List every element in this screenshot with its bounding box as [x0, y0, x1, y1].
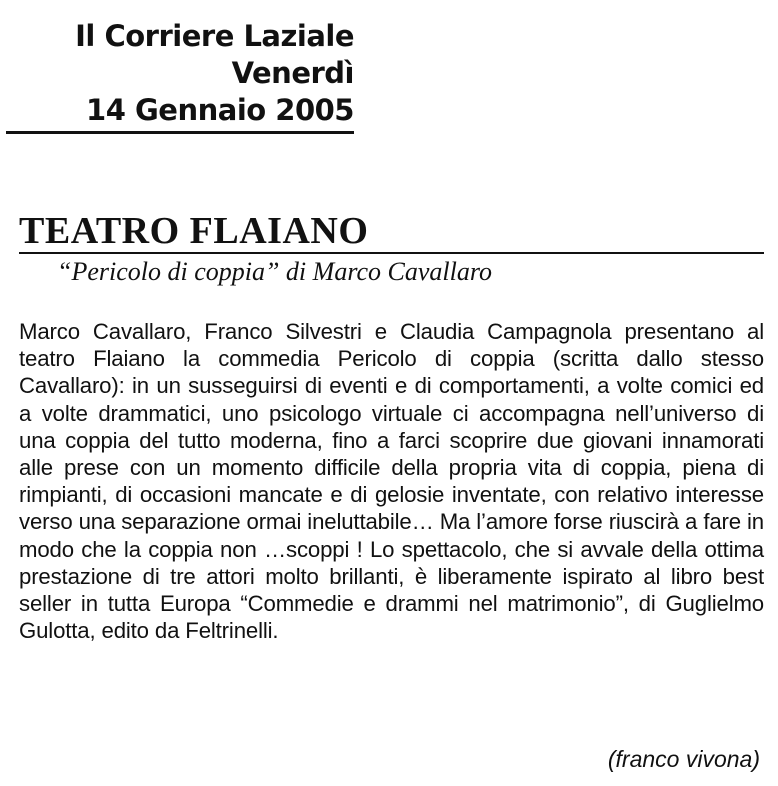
masthead-divider: [6, 131, 354, 134]
article-body: Marco Cavallaro, Franco Silvestri e Claudia Campagnola presentano al teatro Flaiano la commedia Pericolo di coppia (scritta dallo stesso Cavallaro): in un susseguirsi di eventi e di comportamenti, a volte comici ed a volte drammatici, uno psicologo virtuale ci accompagna nell’universo di una coppia del tutto moderna, fino a farci scoprire due giovani innamorati alle prese con un momento difficile della propria vita di coppia, piena di rimpianti, di occasioni mancate e di gelosie inventate, con relativo interesse verso una separazione ormai ineluttabile… Ma l’amore forse riuscirà a fare in modo che la coppia non …scoppi ! Lo spettacolo, che si avvale della ottima prestazione di tre attori molto brillanti, è liberamente ispirato al libro best seller in tutta Europa “Commedie e drammi nel matrimonio”, di Guglielmo Gulotta, edito da Feltrinelli.: [19, 319, 764, 644]
article-headline: TEATRO FLAIANO: [19, 210, 369, 252]
article-subtitle: “Pericolo di coppia” di Marco Cavallaro: [57, 257, 492, 286]
masthead: [6, 18, 354, 129]
newspaper-name: Il Corriere Laziale: [75, 19, 354, 53]
publication-date: 14 Gennaio 2005: [86, 93, 354, 127]
publication-weekday: Venerdì: [231, 56, 354, 90]
headline-divider: [19, 252, 764, 254]
article-byline: (franco vivona): [607, 746, 760, 772]
